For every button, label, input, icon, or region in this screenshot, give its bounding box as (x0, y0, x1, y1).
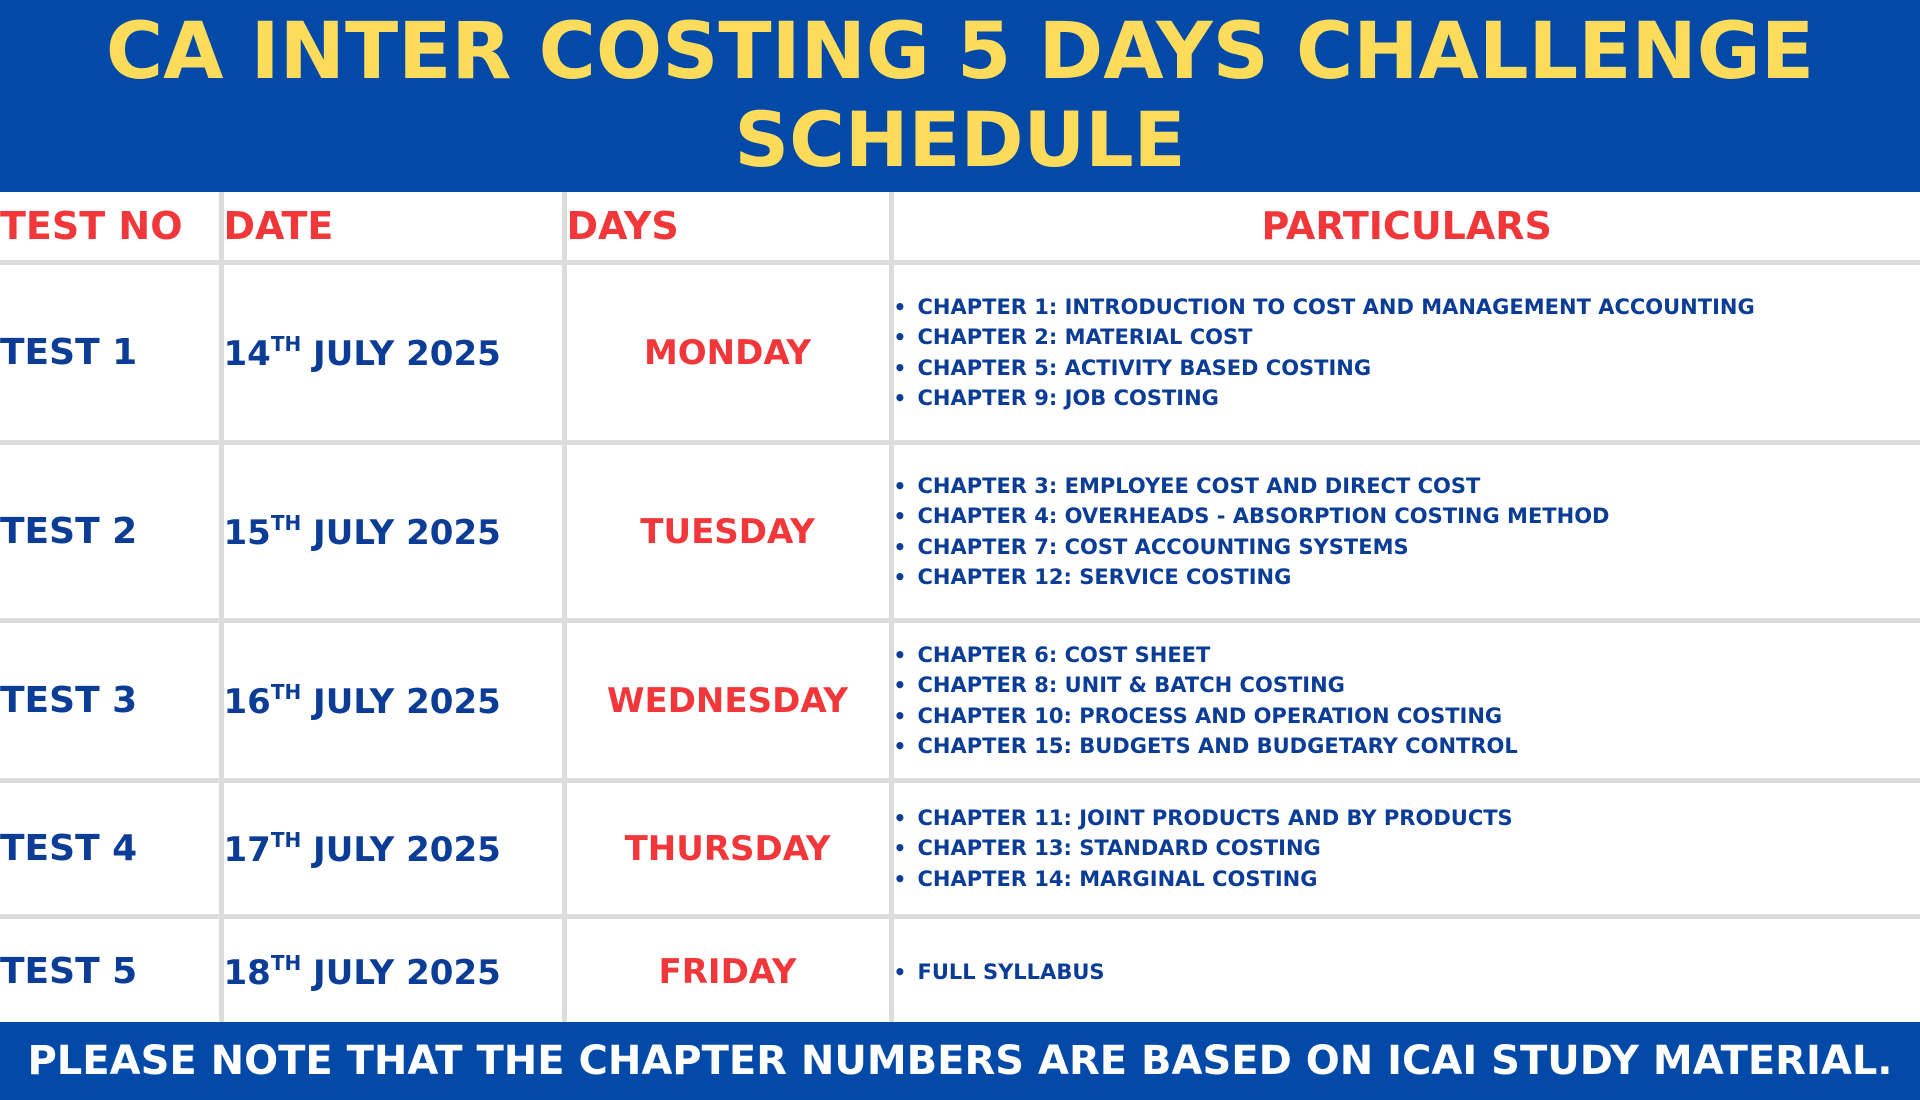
chapter-list (894, 292, 1920, 414)
list-item: • CHAPTER 1: INTRODUCTION TO COST AND MANAGEMENT ACCOUNTING (894, 292, 1920, 323)
header-test-no: TEST NO (0, 192, 221, 263)
test-particulars (891, 263, 1920, 443)
footer-banner (0, 1022, 1920, 1100)
test-date: 14TH JULY 2025 (221, 263, 564, 443)
list-item: • CHAPTER 15: BUDGETS AND BUDGETARY CONTROL (894, 731, 1920, 762)
test-date: 16TH JULY 2025 (221, 621, 564, 781)
test-day: TUESDAY (564, 443, 891, 621)
footer-note: PLEASE NOTE THAT THE CHAPTER NUMBERS ARE BASED ON ICAI STUDY MATERIAL. (27, 1038, 1893, 1084)
table-row (0, 621, 1920, 781)
chapter-list (894, 640, 1920, 762)
test-day: FRIDAY (564, 917, 891, 1025)
test-day: WEDNESDAY (564, 621, 891, 781)
chapter-list (894, 803, 1920, 895)
title-banner (0, 0, 1920, 192)
list-item: • CHAPTER 8: UNIT & BATCH COSTING (894, 670, 1920, 701)
chapter-list (894, 471, 1920, 593)
list-item: • CHAPTER 2: MATERIAL COST (894, 322, 1920, 353)
test-date: 15TH JULY 2025 (221, 443, 564, 621)
list-item: • CHAPTER 10: PROCESS AND OPERATION COSTING (894, 701, 1920, 732)
table-row (0, 443, 1920, 621)
header-days: DAYS (564, 192, 891, 263)
test-number: TEST 5 (0, 917, 221, 1025)
page-title: CA INTER COSTING 5 DAYS CHALLENGE (105, 7, 1815, 97)
test-day: MONDAY (564, 263, 891, 443)
table-row (0, 263, 1920, 443)
page-subtitle: SCHEDULE (734, 95, 1186, 184)
list-item: • CHAPTER 14: MARGINAL COSTING (894, 864, 1920, 895)
test-particulars (891, 443, 1920, 621)
list-item: • CHAPTER 13: STANDARD COSTING (894, 833, 1920, 864)
table-header-row (0, 192, 1920, 263)
list-item: • CHAPTER 6: COST SHEET (894, 640, 1920, 671)
table-row (0, 917, 1920, 1025)
list-item: • CHAPTER 7: COST ACCOUNTING SYSTEMS (894, 532, 1920, 563)
test-number: TEST 2 (0, 443, 221, 621)
list-item: • FULL SYLLABUS (894, 957, 1920, 988)
test-particulars (891, 781, 1920, 917)
list-item: • CHAPTER 3: EMPLOYEE COST AND DIRECT COST (894, 471, 1920, 502)
chapter-list (894, 957, 1920, 988)
test-particulars (891, 621, 1920, 781)
list-item: • CHAPTER 4: OVERHEADS - ABSORPTION COSTING METHOD (894, 501, 1920, 532)
header-particulars: PARTICULARS (891, 192, 1920, 263)
table-row (0, 781, 1920, 917)
test-number: TEST 3 (0, 621, 221, 781)
list-item: • CHAPTER 5: ACTIVITY BASED COSTING (894, 353, 1920, 384)
test-number: TEST 4 (0, 781, 221, 917)
test-date: 18TH JULY 2025 (221, 917, 564, 1025)
test-date: 17TH JULY 2025 (221, 781, 564, 917)
list-item: • CHAPTER 12: SERVICE COSTING (894, 562, 1920, 593)
test-particulars (891, 917, 1920, 1025)
test-day: THURSDAY (564, 781, 891, 917)
list-item: • CHAPTER 9: JOB COSTING (894, 383, 1920, 414)
schedule-table (0, 192, 1920, 1025)
schedule-rows (0, 263, 1920, 1025)
test-number: TEST 1 (0, 263, 221, 443)
header-date: DATE (221, 192, 564, 263)
list-item: • CHAPTER 11: JOINT PRODUCTS AND BY PRODUCTS (894, 803, 1920, 834)
